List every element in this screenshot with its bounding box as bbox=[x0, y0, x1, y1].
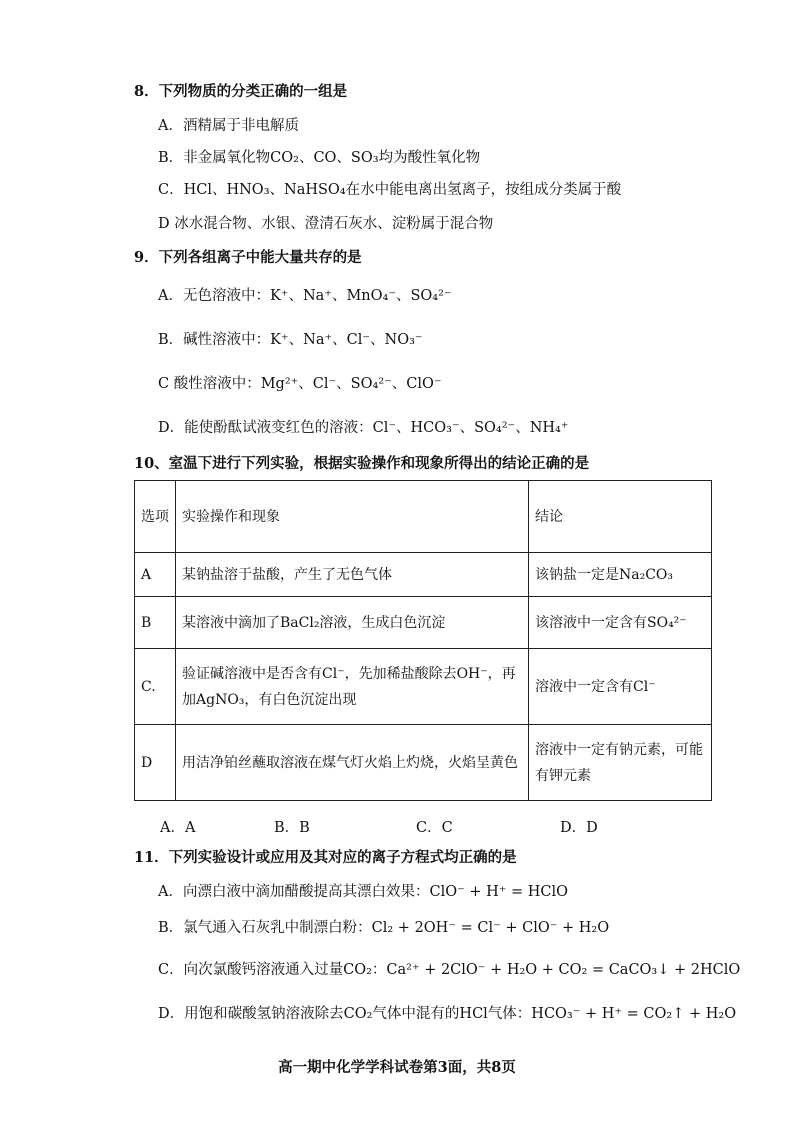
question-8-option-b: B．非金属氧化物CO₂、CO、SO₃均为酸性氧化物 bbox=[158, 150, 481, 166]
table-cell: A bbox=[135, 553, 176, 597]
question-8-option-a: A．酒精属于非电解质 bbox=[158, 118, 299, 134]
table-row bbox=[135, 725, 712, 801]
question-10-answer-d: D．D bbox=[560, 820, 598, 836]
question-11-option-d: D．用饱和碳酸氢钠溶液除去CO₂气体中混有的HCl气体：HCO₃⁻ + H⁺ = CO₂↑ + H₂O bbox=[158, 1006, 737, 1022]
question-10-answer-b: B．B bbox=[274, 820, 310, 836]
question-8-option-c: C．HCl、HNO₃、NaHSO₄在水中能电离出氢离子，按组成分类属于酸 bbox=[158, 182, 622, 198]
question-10-answer-c: C．C bbox=[416, 820, 453, 836]
table-header-cell: 选项 bbox=[135, 481, 176, 553]
question-9-option-d: D．能使酚酞试液变红色的溶液：Cl⁻、HCO₃⁻、SO₄²⁻、NH₄⁺ bbox=[158, 420, 569, 436]
question-8-option-d: D 冰水混合物、水银、澄清石灰水、淀粉属于混合物 bbox=[158, 216, 494, 232]
table-cell: D bbox=[135, 725, 176, 801]
table-cell: 该钠盐一定是Na₂CO₃ bbox=[529, 553, 712, 597]
question-11-option-c: C．向次氯酸钙溶液通入过量CO₂：Ca²⁺ + 2ClO⁻ + H₂O + CO₂ = CaCO₃↓ + 2HClO bbox=[158, 962, 741, 978]
table-header-cell: 实验操作和现象 bbox=[176, 481, 529, 553]
table-row bbox=[135, 553, 712, 597]
table-row bbox=[135, 649, 712, 725]
table-cell: 该溶液中一定含有SO₄²⁻ bbox=[529, 597, 712, 649]
table-cell: 某溶液中滴加了BaCl₂溶液，生成白色沉淀 bbox=[176, 597, 529, 649]
table-cell: 验证碱溶液中是否含有Cl⁻，先加稀盐酸除去OH⁻，再加AgNO₃，有白色沉淀出现 bbox=[176, 649, 529, 725]
table-cell: 溶液中一定有钠元素，可能有钾元素 bbox=[529, 725, 712, 801]
question-11-option-a: A．向漂白液中滴加醋酸提高其漂白效果：ClO⁻ + H⁺ = HClO bbox=[158, 884, 569, 900]
question-10-answer-a: A．A bbox=[160, 820, 196, 836]
page-footer: 高一期中化学学科试卷第3面，共8页 bbox=[278, 1059, 516, 1076]
table-cell: B bbox=[135, 597, 176, 649]
question-9-option-a: A．无色溶液中：K⁺、Na⁺、MnO₄⁻、SO₄²⁻ bbox=[158, 288, 452, 304]
experiment-table bbox=[134, 480, 712, 801]
question-11-stem: 11．下列实验设计或应用及其对应的离子方程式均正确的是 bbox=[134, 849, 517, 866]
table-cell: 溶液中一定含有Cl⁻ bbox=[529, 649, 712, 725]
question-11-option-b: B．氯气通入石灰乳中制漂白粉：Cl₂ + 2OH⁻ = Cl⁻ + ClO⁻ + H₂O bbox=[158, 920, 610, 936]
table-row bbox=[135, 597, 712, 649]
question-9-option-b: B．碱性溶液中：K⁺、Na⁺、Cl⁻、NO₃⁻ bbox=[158, 332, 423, 348]
question-10-stem: 10、室温下进行下列实验，根据实验操作和现象所得出的结论正确的是 bbox=[134, 455, 590, 472]
table-cell: 用洁净铂丝蘸取溶液在煤气灯火焰上灼烧，火焰呈黄色 bbox=[176, 725, 529, 801]
table-cell: C. bbox=[135, 649, 176, 725]
question-9-option-c: C 酸性溶液中：Mg²⁺、Cl⁻、SO₄²⁻、ClO⁻ bbox=[158, 376, 442, 392]
question-8-stem: 8．下列物质的分类正确的一组是 bbox=[134, 83, 348, 100]
question-9-stem: 9．下列各组离子中能大量共存的是 bbox=[134, 249, 362, 266]
table-header-row bbox=[135, 481, 712, 553]
table-header-cell: 结论 bbox=[529, 481, 712, 553]
table-cell: 某钠盐溶于盐酸，产生了无色气体 bbox=[176, 553, 529, 597]
